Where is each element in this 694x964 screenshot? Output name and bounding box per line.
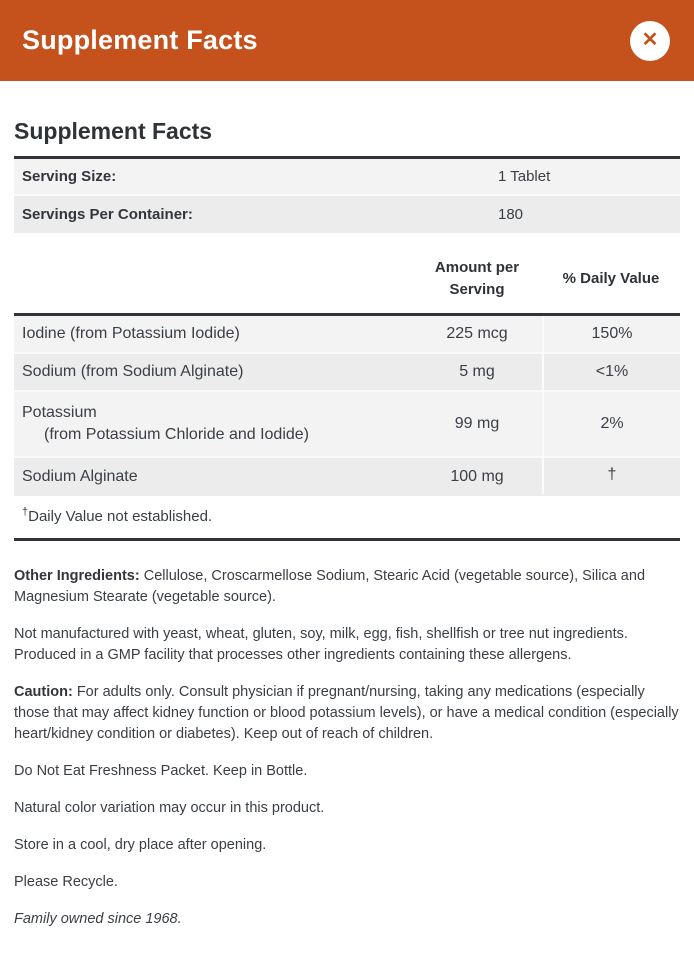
freshness-packet-note: Do Not Eat Freshness Packet. Keep in Bottle.: [14, 763, 308, 779]
modal-title: Supplement Facts: [22, 25, 258, 55]
daily-value-footnote: [14, 496, 680, 541]
color-variation-note: Natural color variation may occur in this product.: [14, 800, 325, 816]
ingredient-name: Sodium (from Sodium Alginate): [22, 363, 244, 380]
serving-size-row: [14, 159, 680, 196]
ingredient-name-main: Potassium: [22, 404, 97, 421]
close-icon: ✕: [641, 28, 659, 51]
ingredient-amount: 100 mg: [450, 468, 504, 485]
other-ingredients-text: Cellulose, Croscarmellose Sodium, Stearic Acid (vegetable source), Silica and Magnesium Stearate (vegetable source).: [14, 568, 646, 605]
ingredient-amount: 225 mcg: [446, 325, 508, 342]
servings-per-container-value: 180: [498, 206, 524, 223]
servings-per-container-row: [14, 196, 680, 233]
storage-note: Store in a cool, dry place after opening.: [14, 837, 267, 853]
servings-per-container-label: Servings Per Container:: [22, 206, 193, 223]
ingredient-amount: 99 mg: [454, 415, 500, 432]
recycle-note: Please Recycle.: [14, 874, 118, 890]
table-row-sodium: [14, 354, 680, 392]
caution-label: Caution:: [14, 684, 73, 700]
nutrition-table: [14, 233, 680, 541]
ingredient-name: [14, 392, 412, 456]
table-row-potassium: [14, 392, 680, 458]
family-owned-note: Family owned since 1968.: [14, 911, 182, 927]
footnote-text: Daily Value not established.: [28, 508, 213, 525]
dagger-symbol: †: [22, 506, 29, 518]
ingredient-daily-value: 2%: [542, 392, 680, 456]
ingredient-daily-value: 150%: [542, 316, 680, 352]
ingredient-daily-value: †: [542, 456, 680, 494]
modal-header: [0, 0, 694, 81]
ingredient-name: Iodine (from Potassium Iodide): [22, 325, 240, 342]
close-button[interactable]: [630, 21, 670, 61]
other-ingredients-paragraph: [14, 566, 680, 608]
table-row-sodium-alginate: [14, 458, 680, 496]
table-row-iodine: [14, 316, 680, 354]
ingredient-name-source: (from Potassium Chloride and Iodide): [44, 426, 310, 443]
nutrition-table-body: [14, 313, 680, 496]
serving-size-value: 1 Tablet: [498, 168, 551, 185]
amount-per-serving-header: Amount per Serving: [434, 259, 520, 298]
other-ingredients-label: Other Ingredients:: [14, 568, 140, 584]
daily-value-header: % Daily Value: [562, 270, 660, 287]
caution-paragraph: [14, 682, 680, 745]
additional-info: [14, 566, 680, 964]
nutrition-table-header: [14, 233, 680, 313]
ingredient-name: Sodium Alginate: [22, 468, 138, 485]
serving-info-table: [14, 156, 680, 233]
ingredient-daily-value: <1%: [542, 354, 680, 390]
modal-body: [0, 117, 694, 964]
caution-text: For adults only. Consult physician if pregnant/nursing, taking any medications (especially those that may affect kidney function or blood potassium levels), or have a medical condition (especially heart/kidney condition or diabetes). Keep out of reach of children.: [14, 684, 679, 742]
ingredient-amount: 5 mg: [459, 363, 495, 380]
serving-size-label: Serving Size:: [22, 168, 117, 185]
allergen-paragraph: Not manufactured with yeast, wheat, gluten, soy, milk, egg, fish, shellfish or tree nut ingredients. Produced in a GMP facility that processes other ingredients containing these allergens.: [14, 626, 628, 663]
page-title: Supplement Facts: [14, 118, 213, 144]
